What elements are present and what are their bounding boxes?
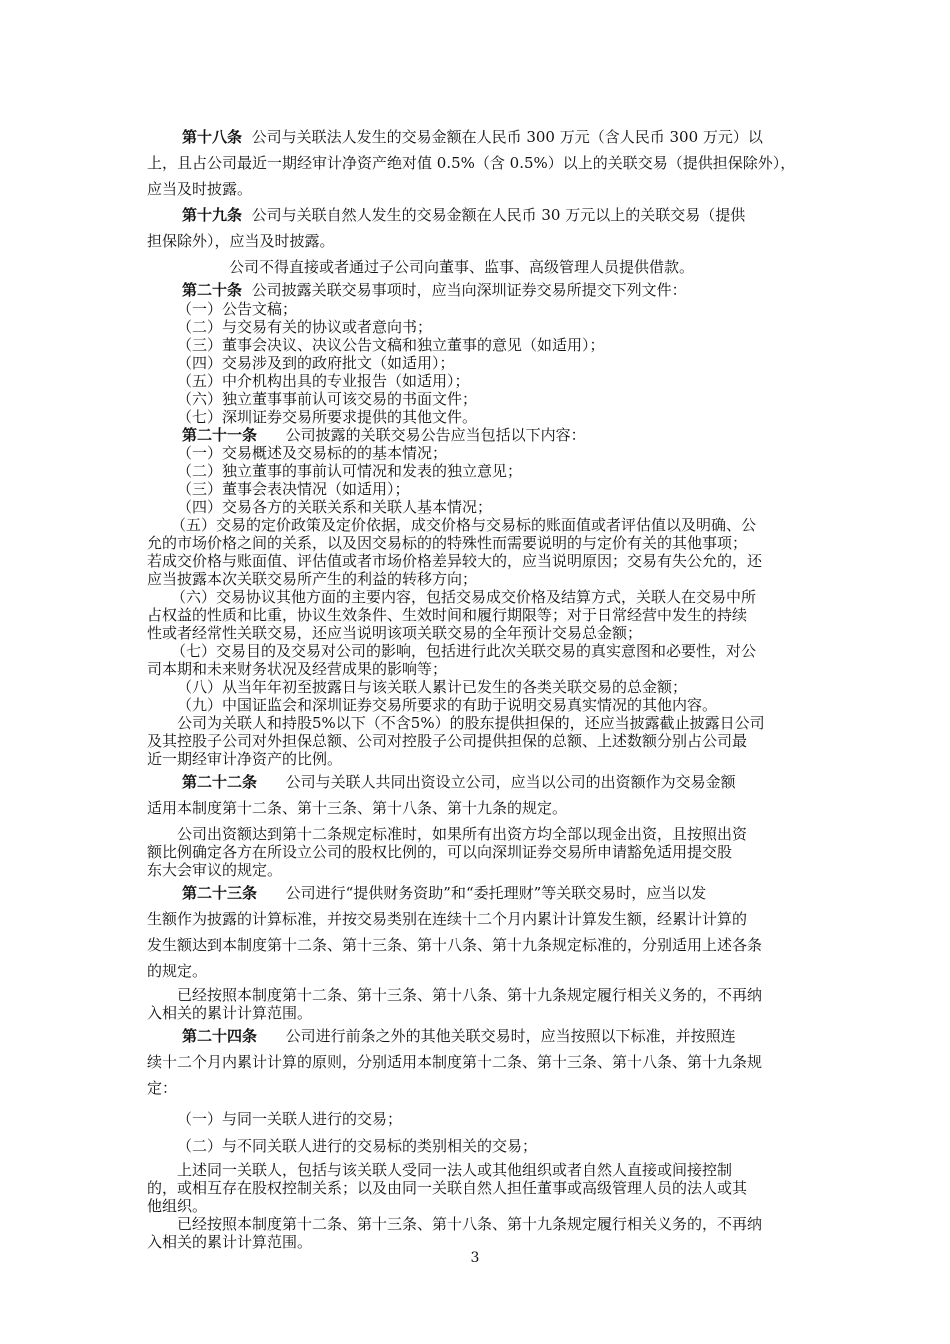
article-20-item-2: （二）与交易有关的协议或者意向书； [177,318,433,336]
article-20-item-4: （四）交易涉及到的政府批文（如适用）； [177,354,455,372]
article-24-line-2: 续十二个月内累计计算的原则，分别适用本制度第十二条、第十三条、第十八条、第十九条规 [147,1053,763,1071]
article-24-line-3: 定： [147,1079,178,1097]
article-18-text-1: 公司与关联法人发生的交易金额在人民币 300 万元（含人民币 300 万元）以 [251,128,763,146]
article-21-item-6-line-1: （六）交易协议其他方面的主要内容，包括交易成交价格及结算方式，关联人在交易中所 [171,588,757,606]
article-23-paragraph-2-line-2: 入相关的累计计算范围。 [147,1004,313,1022]
article-23-text-1: 公司进行“提供财务资助”和“委托理财”等关联交易时，应当以发 [285,884,707,902]
article-21-guarantee-line-1: 公司为关联人和持股5%以下（不含5%）的股东提供担保的，还应当披露截止披露日公司 [177,714,765,732]
article-22-line-2: 适用本制度第十二条、第十三条、第十八条、第十九条的规定。 [147,799,568,817]
article-22-paragraph-2-line-1: 公司出资额达到第十二条规定标准时，如果所有出资方均全部以现金出资，且按照出资 [177,825,748,843]
article-19-text-1: 公司与关联自然人发生的交易金额在人民币 30 万元以上的关联交易（提供 [251,206,746,224]
article-24-heading: 第二十四条 [182,1027,258,1045]
article-20-item-1: （一）公告文稿； [177,300,298,318]
article-21-item-8: （八）从当年年初至披露日与该关联人累计已发生的各类关联交易的总金额； [177,678,688,696]
article-21-item-7-line-2: 司本期和未来财务状况及经营成果的影响等； [147,660,448,678]
article-23-heading: 第二十三条 [182,884,258,902]
article-22-line-1 [182,775,736,790]
article-24-paragraph-2-line-1: 上述同一关联人，包括与该关联人受同一法人或其他组织或者自然人直接或间接控制 [177,1161,733,1179]
article-19-line-2: 担保除外），应当及时披露。 [147,232,335,250]
article-20-item-7: （七）深圳证券交易所要求提供的其他文件。 [177,408,478,426]
article-23-line-2: 生额作为披露的计算标准，并按交易类别在连续十二个月内累计计算发生额，经累计计算的 [147,910,748,928]
article-21-item-5-line-3: 若成交价格与账面值、评估值或者市场价格差异较大的，应当说明原因；交易有失公允的，还 [147,552,763,570]
article-24-text-1: 公司进行前条之外的其他关联交易时，应当按照以下标准，并按照连 [285,1027,736,1045]
article-21-item-6-line-3: 性或者经常性关联交易，还应当说明该项关联交易的全年预计交易总金额； [147,624,643,642]
article-21-item-1: （一）交易概述及交易标的的基本情况； [177,444,448,462]
article-21-item-5-line-1: （五）交易的定价政策及定价依据，成交价格与交易标的账面值或者评估值以及明确、公 [171,516,757,534]
article-21-item-5-line-2: 允的市场价格之间的关系，以及因交易标的的特殊性而需要说明的与定价有关的其他事项； [147,534,748,552]
article-24-paragraph-3-line-2: 入相关的累计计算范围。 [147,1233,313,1251]
article-19-paragraph-2: 公司不得直接或者通过子公司向董事、监事、高级管理人员提供借款。 [229,258,695,276]
article-21-heading: 第二十一条 [182,426,258,444]
article-19-heading: 第十九条 [182,206,243,224]
article-24-paragraph-2-line-3: 他组织。 [147,1197,208,1215]
article-21-item-4: （四）交易各方的关联关系和关联人基本情况； [177,498,493,516]
article-21-guarantee-line-3: 近一期经审计净资产的比例。 [147,750,343,768]
article-22-paragraph-2-line-2: 额比例确定各方在所设立公司的股权比例的，可以向深圳证券交易所申请豁免适用提交股 [147,843,733,861]
article-21-item-3: （三）董事会表决情况（如适用）； [177,480,410,498]
article-21-item-7-line-1: （七）交易目的及交易对公司的影响，包括进行此次关联交易的真实意图和必要性，对公 [171,642,757,660]
article-21-guarantee-line-2: 及其控股子公司对外担保总额、公司对控股子公司提供担保的总额、上述数额分别占公司最 [147,732,748,750]
article-22-paragraph-2-line-3: 东大会审议的规定。 [147,861,283,879]
article-24-paragraph-2-line-2: 的，或相互存在股权控制关系；以及由同一关联自然人担任董事或高级管理人员的法人或其 [147,1179,748,1197]
article-20-intro: 公司披露关联交易事项时，应当向深圳证券交易所提交下列文件： [251,281,687,299]
article-21-item-6-line-2: 占权益的性质和比重，协议生效条件、生效时间和履行期限等；对于日常经营中发生的持续 [147,606,748,624]
article-20-item-3: （三）董事会决议、决议公告文稿和独立董事的意见（如适用）； [177,336,605,354]
article-21-intro: 公司披露的关联交易公告应当包括以下内容： [285,426,586,444]
article-24-line-1 [182,1029,736,1044]
article-21-item-2: （二）独立董事的事前认可情况和发表的独立意见； [177,462,523,480]
article-21-item-5-line-4: 应当披露本次关联交易所产生的利益的转移方向； [147,570,478,588]
article-23-line-1 [182,886,706,901]
article-23-line-3: 发生额达到本制度第十二条、第十三条、第十八条、第十九条规定标准的，分别适用上述各条 [147,936,763,954]
article-24-item-1: （一）与同一关联人进行的交易； [177,1110,403,1128]
article-18-line-1 [182,130,763,145]
article-21-line-1 [182,428,586,443]
article-20-heading: 第二十条 [182,281,243,299]
article-21-item-9: （九）中国证监会和深圳证券交易所要求的有助于说明交易真实情况的其他内容。 [177,696,718,714]
article-23-line-4: 的规定。 [147,962,208,980]
article-20-item-5: （五）中介机构出具的专业报告（如适用）； [177,372,470,390]
article-22-text-1: 公司与关联人共同出资设立公司，应当以公司的出资额作为交易金额 [285,773,736,791]
page-number: 3 [470,1250,480,1266]
article-19-line-1 [182,208,745,223]
article-20-line-1 [182,283,687,298]
article-24-paragraph-3-line-1: 已经按照本制度第十二条、第十三条、第十八条、第十九条规定履行相关义务的，不再纳 [177,1215,763,1233]
article-23-paragraph-2-line-1: 已经按照本制度第十二条、第十三条、第十八条、第十九条规定履行相关义务的，不再纳 [177,986,763,1004]
article-18-line-3: 应当及时披露。 [147,180,253,198]
article-18-heading: 第十八条 [182,128,243,146]
article-22-heading: 第二十二条 [182,773,258,791]
article-20-item-6: （六）独立董事事前认可该交易的书面文件； [177,390,478,408]
article-24-item-2: （二）与不同关联人进行的交易标的类别相关的交易； [177,1137,538,1155]
article-18-line-2: 上，且占公司最近一期经审计净资产绝对值 0.5%（含 0.5%）以上的关联交易（提供担保除外）， [147,154,796,172]
